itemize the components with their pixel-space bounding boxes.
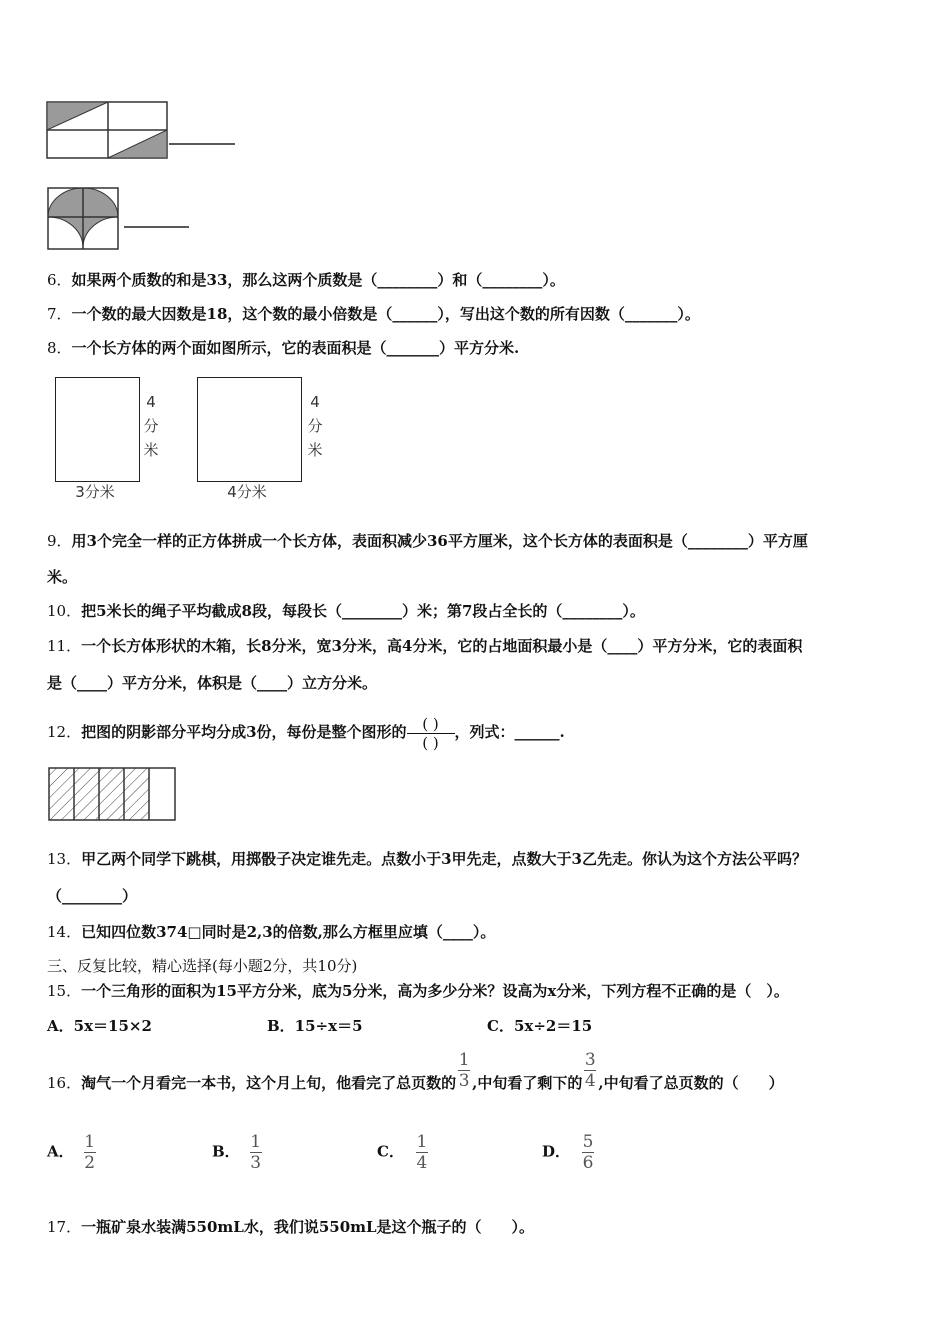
question-17 xyxy=(47,1217,534,1237)
question-text: 一个三角形的面积为15平方分米，底为5分米，高为多少分米？设高为x分米，下列方程不正确的是（ ）。 xyxy=(81,982,789,1000)
question-number: 6． xyxy=(47,271,72,289)
fraction-numerator: ( ) xyxy=(422,714,439,733)
question-number: 12． xyxy=(47,723,82,741)
question-9-continued: 米。 xyxy=(47,568,78,586)
option-label: D． xyxy=(542,1142,571,1161)
question-text: 已知四位数374□同时是2,3的倍数,那么方框里应填（____）。 xyxy=(81,923,496,941)
numerator: 1 xyxy=(84,1132,96,1152)
side-label-2 xyxy=(304,390,326,462)
fraction xyxy=(250,1132,262,1173)
option-label: B． xyxy=(212,1142,240,1161)
question-12 xyxy=(47,714,565,752)
question-number: 9． xyxy=(47,532,72,550)
option-a xyxy=(47,1132,98,1173)
question-9 xyxy=(47,531,808,551)
fraction xyxy=(584,1050,596,1091)
option-d xyxy=(542,1132,596,1173)
fraction xyxy=(84,1132,96,1173)
option-a: A．5x＝15×2 xyxy=(47,1017,152,1035)
option-label: A． xyxy=(47,1142,74,1161)
bottom-label-1: 3分米 xyxy=(75,483,115,501)
fraction xyxy=(416,1132,428,1173)
option-b: B．15÷x＝5 xyxy=(267,1017,363,1035)
option-b xyxy=(212,1132,264,1173)
denominator: 4 xyxy=(416,1153,428,1173)
section-heading: 三、反复比较，精心选择(每小题2分，共10分) xyxy=(47,957,358,975)
face-rectangle-1 xyxy=(55,377,140,482)
numerator: 5 xyxy=(582,1132,594,1152)
question-number: 8． xyxy=(47,339,72,357)
question-number: 13． xyxy=(47,850,82,868)
question-text: 一瓶矿泉水装满550mL水，我们说550mL是这个瓶子的（ ）。 xyxy=(81,1218,535,1236)
question-number: 7． xyxy=(47,305,72,323)
side-label-1 xyxy=(140,390,162,462)
fraction xyxy=(582,1132,594,1173)
question-10 xyxy=(47,601,645,621)
label: 米 xyxy=(143,441,159,459)
question-number: 10． xyxy=(47,602,82,620)
label: 米 xyxy=(307,441,323,459)
question-15 xyxy=(47,981,789,1001)
question-text: 用3个完全一样的正方体拼成一个长方体，表面积减少36平方厘米，这个长方体的表面积是（________）平方厘 xyxy=(71,532,808,550)
denominator: 2 xyxy=(84,1153,96,1173)
question-number: 14． xyxy=(47,923,82,941)
question-text: 一个长方体的两个面如图所示，它的表面积是（_______）平方分米. xyxy=(71,339,520,357)
numerator: 1 xyxy=(458,1049,470,1070)
label: 分 xyxy=(143,417,159,435)
question-16 xyxy=(47,1050,784,1116)
question-11 xyxy=(47,636,802,656)
question-13 xyxy=(47,849,807,869)
question-text: 一个数的最大因数是18，这个数的最小倍数是（______），写出这个数的所有因数（_______）。 xyxy=(71,305,700,323)
option-c xyxy=(377,1132,430,1173)
question-text: ，列式：______. xyxy=(454,723,565,741)
question-text: 把图的阴影部分平均分成3份，每份是整个图形的 xyxy=(81,723,407,741)
square-shaded-arcs-figure xyxy=(45,185,195,253)
question-text: 如果两个质数的和是33，那么这两个质数是（________）和（________）。 xyxy=(71,271,565,289)
question-text: ,中旬看了总页数的（ ） xyxy=(598,1074,784,1092)
question-text: 甲乙两个同学下跳棋，用掷骰子决定谁先走。点数小于3甲先走，点数大于3乙先走。你认为这个方法公平吗？ xyxy=(81,850,807,868)
face-rectangle-2 xyxy=(197,377,302,482)
denominator: 3 xyxy=(458,1070,470,1091)
blank-fraction xyxy=(407,715,455,752)
question-number: 15． xyxy=(47,982,82,1000)
denominator: 3 xyxy=(250,1153,262,1173)
fraction xyxy=(458,1050,470,1091)
question-text: 淘气一个月看完一本书，这个月上旬，他看完了总页数的 xyxy=(81,1074,457,1092)
question-6 xyxy=(47,270,565,290)
question-text: 把5米长的绳子平均截成8段，每段长（________）米；第7段占全长的（________）。 xyxy=(81,602,645,620)
denominator: 6 xyxy=(582,1153,594,1173)
question-8 xyxy=(47,338,519,358)
question-7 xyxy=(47,304,700,324)
numerator: 3 xyxy=(584,1049,596,1070)
option-c: C．5x÷2＝15 xyxy=(487,1017,593,1035)
question-14 xyxy=(47,922,495,942)
question-text: 一个长方体形状的木箱，长8分米，宽3分米，高4分米，它的占地面积最小是（____）平方分米，它的表面积 xyxy=(81,637,803,655)
hatched-rectangle-figure xyxy=(47,766,177,822)
question-number: 16． xyxy=(47,1074,82,1092)
label: 4 xyxy=(310,393,320,411)
numerator: 1 xyxy=(416,1132,428,1152)
rectangle-shaded-triangles-figure xyxy=(45,98,240,162)
question-11-continued: 是（____）平方分米，体积是（____）立方分米。 xyxy=(47,674,378,692)
label: 4 xyxy=(146,393,156,411)
bottom-label-2: 4分米 xyxy=(227,483,267,501)
question-text: ,中旬看了剩下的 xyxy=(472,1074,583,1092)
question-number: 11． xyxy=(47,637,82,655)
option-label: C． xyxy=(377,1142,404,1161)
question-number: 17． xyxy=(47,1218,82,1236)
numerator: 1 xyxy=(250,1132,262,1152)
label: 分 xyxy=(307,417,323,435)
question-13-continued: （________） xyxy=(47,887,138,905)
denominator: 4 xyxy=(584,1070,596,1091)
fraction-denominator: ( ) xyxy=(422,733,439,752)
